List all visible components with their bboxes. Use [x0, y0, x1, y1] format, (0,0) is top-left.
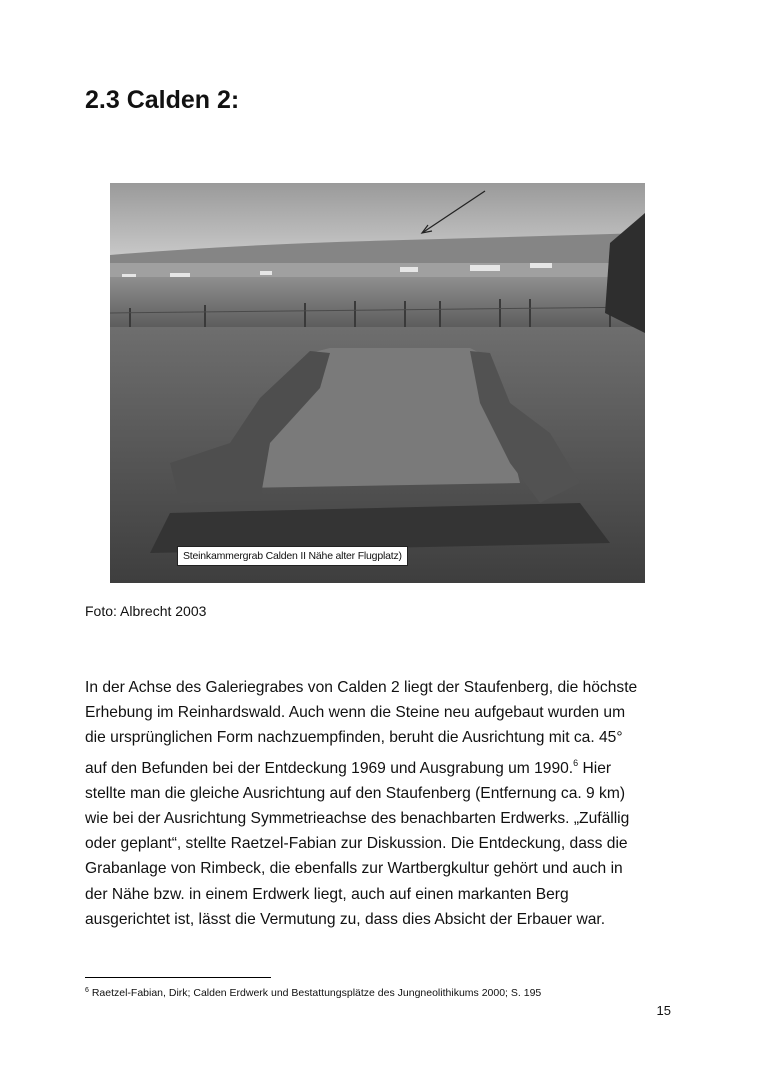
- photo-figure: [110, 183, 645, 583]
- footnote: [85, 987, 541, 999]
- footnote-divider: [85, 977, 271, 978]
- paragraph-line: wie bei der Ausrichtung Symmetrieachse des benachbarten Erdwerks. „Zufällig: [85, 810, 630, 828]
- paragraph-line: [85, 751, 685, 781]
- paragraph-line-tail: Hier: [578, 759, 612, 777]
- paragraph-line: In der Achse des Galeriegrabes von Calden 2 liegt der Staufenberg, die höchste: [85, 679, 638, 696]
- paragraph-line-text: auf den Befunden bei der Entdeckung 1969 und Ausgrabung um 1990.: [85, 759, 574, 777]
- paragraph-line: die ursprünglichen Form nachzuempfinden, beruht die Ausrichtung mit ca. 45°: [85, 729, 623, 747]
- footnote-text: Raetzel-Fabian, Dirk; Calden Erdwerk und Bestattungsplätze des Jungneolithikums 2000; S. 195: [88, 987, 542, 999]
- paragraph-line: oder geplant“, stellte Raetzel-Fabian zur Diskussion. Die Entdeckung, dass die: [85, 835, 628, 853]
- paragraph-line: stellte man die gleiche Ausrichtung auf den Staufenberg (Entfernung ca. 9 km): [85, 784, 626, 802]
- footnote-marker: 6: [85, 987, 89, 994]
- landscape-photo: [110, 183, 645, 583]
- footnote-reference[interactable]: 6: [573, 757, 579, 768]
- photo-credit: Foto: Albrecht 2003: [85, 603, 207, 619]
- body-paragraph: [85, 675, 685, 932]
- paragraph-line: Grabanlage von Rimbeck, die ebenfalls zur Wartbergkultur gehört und auch in: [85, 860, 623, 878]
- page-number: 15: [656, 1003, 671, 1018]
- photo-caption: Steinkammergrab Calden II Nähe alter Flugplatz): [177, 546, 408, 566]
- section-heading: 2.3 Calden 2:: [85, 86, 240, 114]
- paragraph-line: ausgerichtet ist, lässt die Vermutung zu, dass dies Absicht der Erbauer war.: [85, 910, 606, 928]
- paragraph-line: der Nähe bzw. in einem Erdwerk liegt, auch auf einen markanten Berg: [85, 885, 569, 903]
- paragraph-line: Erhebung im Reinhardswald. Auch wenn die Steine neu aufgebaut wurden um: [85, 704, 626, 722]
